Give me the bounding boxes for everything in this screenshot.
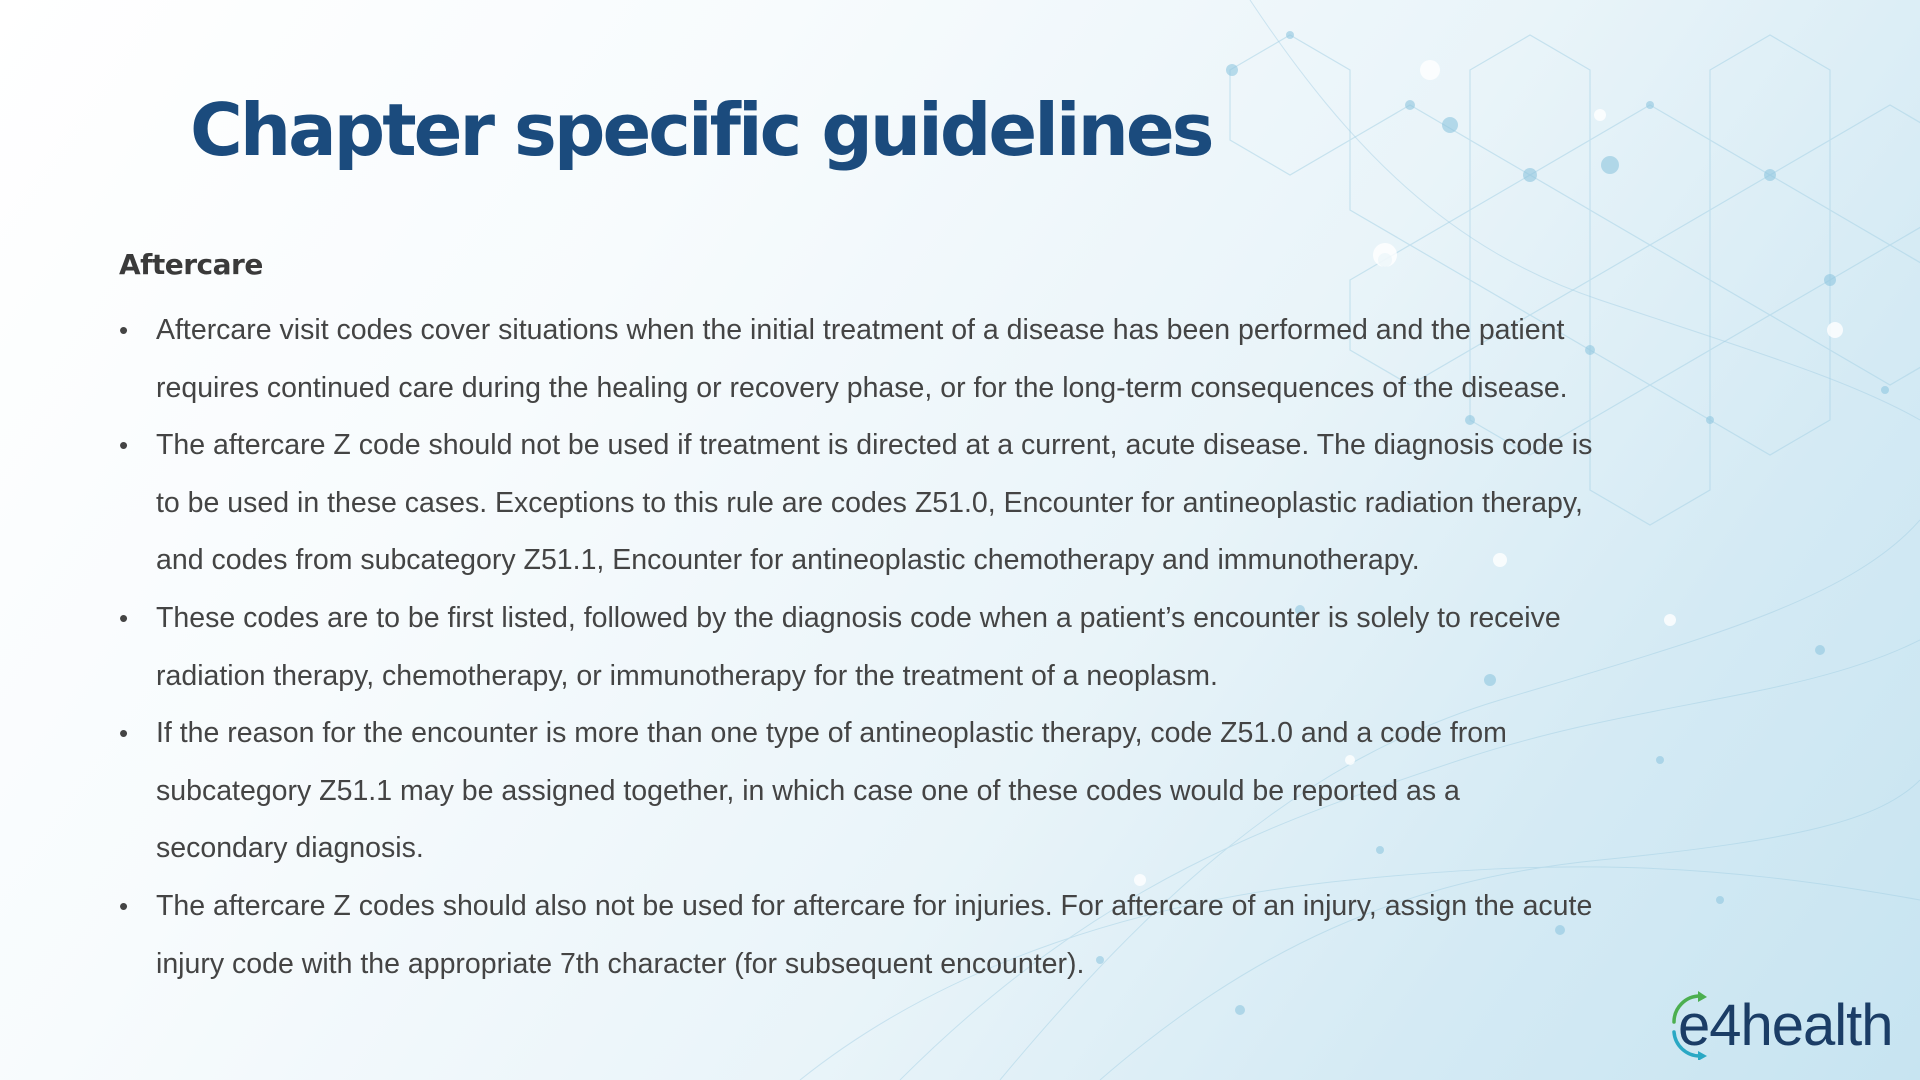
bullet-text-line: The aftercare Z code should not be used if treatment is directed at a current, acute disease. The diagnosis code is xyxy=(156,429,1593,462)
logo-text: e4health xyxy=(1678,993,1893,1058)
bullet-text-line: secondary diagnosis. xyxy=(156,832,424,865)
bullet-text-line: requires continued care during the healing or recovery phase, or for the long-term consequences of the disease. xyxy=(156,371,1568,404)
bullet-marker: • xyxy=(119,430,129,461)
bullet-text-line: injury code with the appropriate 7th character (for subsequent encounter). xyxy=(156,947,1085,980)
bullet-item xyxy=(119,417,1819,590)
bullet-marker: • xyxy=(119,718,129,749)
bullet-item xyxy=(119,878,1819,993)
bullet-list xyxy=(119,302,1819,993)
bullet-marker: • xyxy=(119,890,129,921)
e4health-logo xyxy=(1668,990,1898,1070)
section-heading: Aftercare xyxy=(119,248,263,281)
bullet-text-line: subcategory Z51.1 may be assigned together, in which case one of these codes would be reported as a xyxy=(156,774,1460,807)
bullet-text-line: The aftercare Z codes should also not be used for aftercare for injuries. For aftercare of an injury, assign the acute xyxy=(156,889,1593,922)
bullet-text-line: to be used in these cases. Exceptions to this rule are codes Z51.0, Encounter for antineoplastic radiation therapy, xyxy=(156,486,1583,519)
slide-title: Chapter specific guidelines xyxy=(190,88,1212,172)
bullet-text-line: Aftercare visit codes cover situations when the initial treatment of a disease has been performed and the patient xyxy=(156,314,1565,346)
bullet-marker: • xyxy=(119,602,129,633)
bullet-item xyxy=(119,705,1819,878)
bullet-item xyxy=(119,302,1819,417)
bullet-text-line: and codes from subcategory Z51.1, Encounter for antineoplastic chemotherapy and immunotherapy. xyxy=(156,544,1420,577)
bullet-text-line: These codes are to be first listed, followed by the diagnosis code when a patient’s encounter is solely to receive xyxy=(156,601,1561,634)
bullet-item xyxy=(119,590,1819,705)
bullet-text-line: radiation therapy, chemotherapy, or immunotherapy for the treatment of a neoplasm. xyxy=(156,659,1218,692)
bullet-text-line: If the reason for the encounter is more than one type of antineoplastic therapy, code Z51.0 and a code from xyxy=(156,717,1507,750)
bullet-marker: • xyxy=(119,315,129,345)
